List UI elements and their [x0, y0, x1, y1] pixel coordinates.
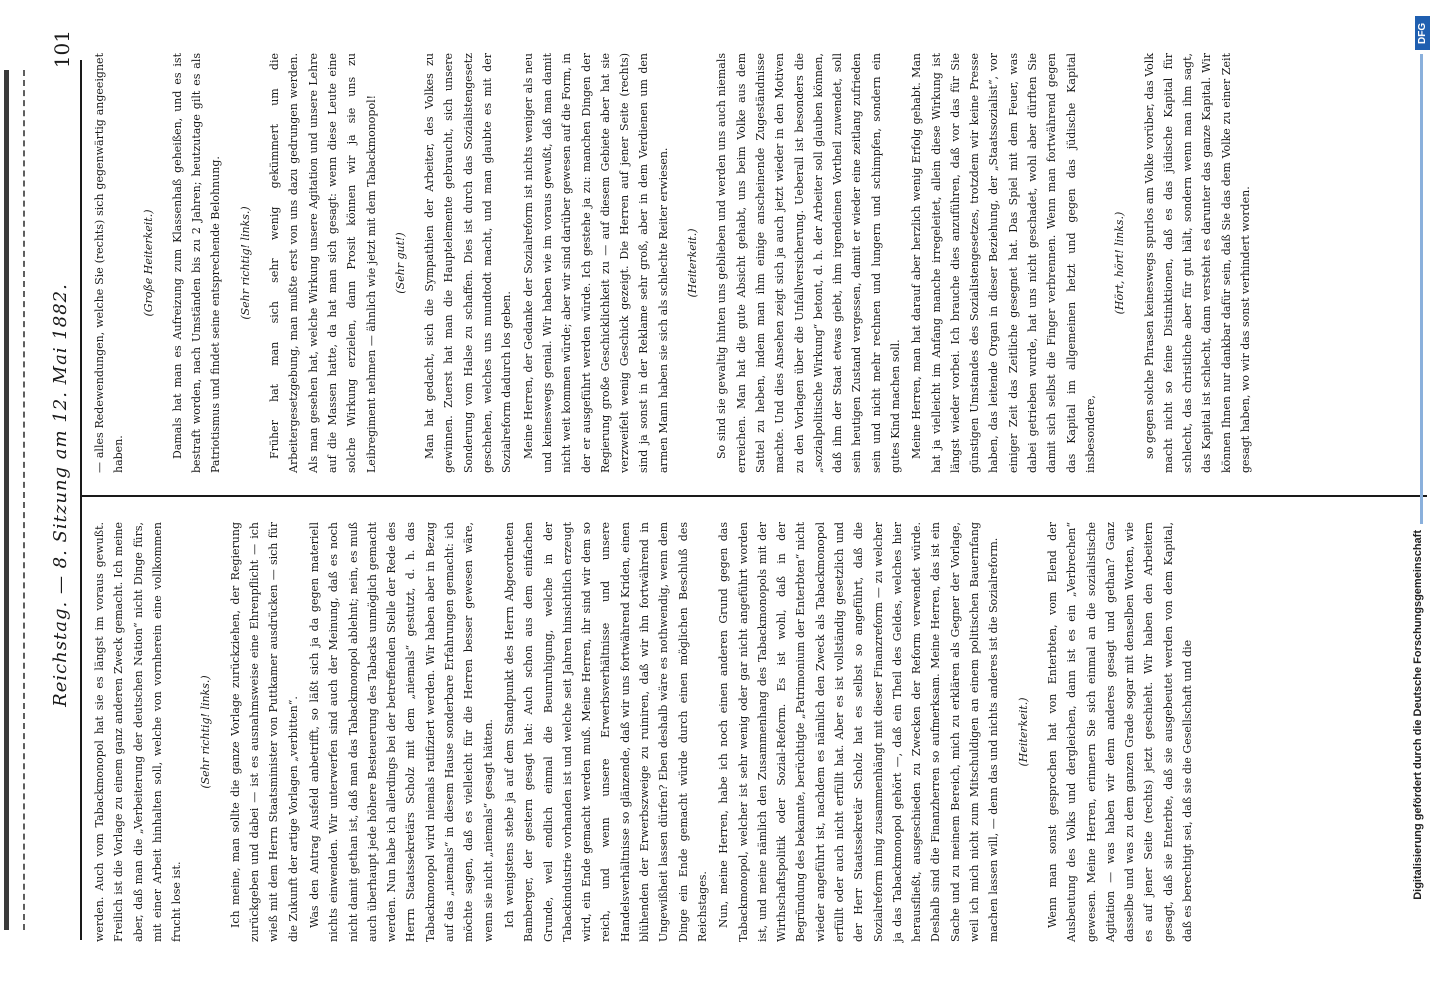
right-column	[90, 53, 1257, 473]
paragraph: Was den Antrag Ausfeld anbetrifft, so läßt sich ja da gegen materiell nichts einwenden. Wir unterwerfen sind auch der Meinung, daß es noch nicht damit gethan ist, daß man das Tabackmonopol ablehnt; nein, es muß auch überhaupt jede höhere Besteuerung des Tabacks unmöglich gemacht werden. Nun habe ich allerdings bei der betreffenden Stelle der Rede des Herrn Staatssekretärs Scholz mit dem „niemals“ gestutzt, d. h. das Tabackmonopol wird niemals ratifiziert werden. Wir haben aber in Bezug auf das „niemals“ in diesem Hause sonderbare Erfahrungen gemacht: ich möchte sagen, daß es vielleicht für die Herren besser gewesen wäre, wenn sie nicht „niemals“ gesagt hätten.	[307, 522, 495, 942]
cropped-previous-line	[4, 70, 25, 930]
dfg-bar	[1420, 54, 1423, 524]
page-number: 101	[50, 30, 74, 69]
paragraph: Nun, meine Herren, habe ich noch einen anderen Grund gegen das Tabackmonopol, welcher ist sehr wenig oder gar nicht angeführt worden ist, und meine nämlich den Zusammenhang des Tabackmonopols mit der Wirthschaftspolitik oder Sozial-Reform. Es ist wohl, daß in der Begründung des bekannte, berüchtigte „Patrimonium der Enterbten“ nicht wieder angeführt ist, nachdem es nämlich den Zweck als Tabackmonopol erfüllt oder auch nicht erfüllt hat. Aber es ist vollständig gesetzlich und der Herr Staatssekretär Scholz hat es selbst so angeführt, daß die Sozialreform innig zusammenhängt mit dieser Finanzreform — zu welcher ja das Tabackmonopol gehört —, daß ein Theil des Geldes, welches hier herausfließt, ausgeschieden zu Zwecken der Reform verwendet würde. Deshalb sind die Finanzherren so aufmerksam. Meine Herren, das ist ein Sache und zu meinem Bereich, mich zu erklären als Gegner der Vorlage, weil ich mich nicht zum Mitschuldigen an einem politischen Bauernfang machen lassen will, — denn das und nichts anderes ist die Sozialreform.	[717, 522, 1001, 942]
interjection: (Hört, hört! links.)	[1113, 211, 1127, 315]
interjection: (Sehr richtig! links.)	[199, 675, 213, 789]
dfg-credit-text: Digitalisierung gefördert durch die Deutsche Forschungsgemeinschaft	[1412, 530, 1424, 900]
interjection: (Heiterkeit.)	[686, 228, 700, 298]
paragraph: Ich meine, man sollte die ganze Vorlage zurückziehen, der Regierung zurückgeben und dabei — ist es ausnahmsweise eine Ehrenpflicht — ich wieß mit dem Herrn Staatsminister von Puttkamer ausdrücken — sich für die Zukunft der artige Vorlagen „verbitten“.	[228, 522, 300, 942]
paragraph: Früher hat man sich sehr wenig gekümmert um die Arbeitergesetzgebung, man mußte erst von uns dazu gedrungen werden. Als man gesehen hat, welche Wirkung unsere Agitation und unsere Lehre auf die Massen hatte, da hat man sich gesagt: wenn diese Leute eine solche Wirkung erzielen, dann Prosit können wir ja sie uns zu Leibregiment nehmen — ähnlich wie jetzt mit dem Tabackmonopol!	[268, 53, 378, 473]
interjection: (Große Heiterkeit.)	[141, 209, 155, 317]
paragraph: Meine Herren, man hat darauf aber herzlich wenig Erfolg gehabt. Man hat ja vielleicht im Anfang manche irregeleitet, allein diese Wirkung ist längst wieder vorbei. Ich brauche dies anzuführen, daß vor das für Sie günstigen Umstandes des Sozialistengesetzes, trotzdem wir keine Presse haben, das leitende Organ in dieser Beziehung, der „Staatssozialist“, vor einiger Zeit das Zeitliche gesegnet hat. Das Spiel mit dem Feuer, was dabei getrieben wurde, hat uns nicht geschadet, wohl aber dürften Sie damit sich selbst die Finger verbrennen. Wenn man fortwährend gegen das Kapital im allgemeinen hetzt und gegen das jüdische Kapital insbesondere,	[910, 53, 1097, 473]
running-title: Reichstag. — 8. Sitzung am 12. Mai 1882.	[50, 283, 71, 707]
interjection: (Sehr richtig! links.)	[238, 206, 252, 320]
left-column	[90, 522, 1199, 942]
paragraph: Ich wenigstens stehe ja auf dem Standpunkt des Herrn Abgeordneten Bamberger, der gestern gesagt hat: Auch schon aus dem einfachen Grunde, weil endlich einmal die Beunruhigung, welche in der Tabackindustrie vorhanden ist und welche seit Jahren hinsichtlich erzeugt wird, ein Ende gemacht werden muß. Meine Herren, ihr sind wir dem so reich, und wenn unsere Erwerbsverhältnisse und unsere Handelsverhältnisse so glänzende, daß wir uns fortwährend Kriden, einen blühenden der Erwerbszweige zu ruiniren, daß wir ihn fortwährend in Ungewißheit lassen dürfen? Eben deshalb wäre es nothwendig, wenn dem Dinge ein Ende gemacht würde durch einen möglichen Beschluß des Reichstages.	[502, 522, 709, 942]
interjection: (Sehr gut!)	[393, 232, 407, 294]
paragraph: Damals hat man es Aufreizung zum Klassenhaß geheißen, und es ist bestraft worden, nach Umständen bis zu 2 Jahren; heutzutage gilt es als Patriotismus und findet seine entsprechende Belohnung.	[170, 53, 223, 473]
paragraph: So sind sie gewaltig hinten uns geblieben und werden uns auch niemals erreichen. Man hat die gute Absicht gehabt, uns beim Volke aus dem Sattel zu heben, indem man ihm einige anscheinende Zugeständnisse machte. Und dies Ansehen zeigt sich ja auch jetzt wieder in den Motiven zu den Vorlagen über die Unfallversicherung. Ueberall ist besonders die „sozialpolitische Wirkung“ betont, d. h. der Arbeiter soll glauben können, daß ihm der Staat etwas giebt, ihm irgendeinen Vortheil zuwendet, soll sein heutigen Zustand vergessen, damit er wieder eine zeitlang zufrieden sein und nicht mehr rechnen und lungern und schimpfen, sondern ein gutes Kind machen soll.	[715, 53, 902, 473]
column-divider	[82, 495, 1427, 497]
paragraph: Meine Herren, der Gedanke der Sozialreform ist nichts weniger als neu und keineswegs genial. Wir haben wie im voraus gewußt, daß man damit nicht weit kommen würde; aber wir sind darüber gewesen auf die Form, in der er ausgeführt werden würde. Ich gestehe ja zu: manchen Dingen der Regierung große Geschicklichkeit zu — auf diesem Gebiete aber hat sie verzweifelt wenig Geschick gezeigt. Die Herren auf jener Seite (rechts) sind ja sonst in der Reklame sehr groß, aber in dem Verdienen um den armen Mann haben sie sich als schlechte Reiter erwiesen.	[521, 53, 670, 473]
header-rule	[80, 60, 82, 940]
paragraph: werden. Auch vom Tabackmonopol hat sie es längst im voraus gewußt. Freilich ist die Vorlage zu einem ganz anderen Zweck gemacht. Ich meine aber, daß man die „Verbeiterung der deutschen Nation“ nicht Dinge fürs, mit einer Arbeit hinhalten soll, welche von vornherein eine vollkommen frucht lose ist.	[93, 522, 184, 942]
paragraph: so gegen solche Phrasen keineswegs spurlos am Volke vorüber, das Volk macht nicht so feine Distinktionen, daß es das jüdische Kapital für schlecht, das christliche aber für gut hält, sondern wenn man ihm sagt, das Kapital ist schlecht, dann versteht es darunter das ganze Kapital. Wir können Ihnen nur dankbar dafür sein, daß Sie das dem Volke zu einer Zeit gesagt haben, wo wir das sonst verhindert worden.	[1142, 53, 1253, 473]
dfg-footer	[1412, 10, 1432, 995]
paragraph: Wenn man sonst gesprochen hat von Enterbten, vom Elend der Ausbeutung des Volks und dergleichen, dann ist es ein „Verbrechen“ gewesen. Meine Herren, erinnern Sie sich einmal an die sozialistische Agitation — was haben wir denn anderes gesagt und gethan? Ganz dasselbe und was zu dem ganzen Grade sogar mit denselben Worten, wie es auf jener Seite (rechts) jetzt geschieht. Wir haben den Arbeitern gesagt, daß sie Enterbte, daß sie ausgebeutet werden von dem Kapital, daß es berechtigt sei, daß sie die Gesellschaft und die	[1045, 522, 1195, 942]
interjection: (Heiterkeit.)	[1016, 697, 1030, 767]
dfg-logo: DFG	[1415, 16, 1430, 50]
paragraph: Man hat gedacht, sich die Sympathien der Arbeiter, des Volkes zu gewinnen. Zuerst hat man die Hauptelemente gebraucht, sich unsere Sonderung vom Halse zu schaffen. Dies ist durch das Sozialistengesetz geschehen, welches uns mundtodt macht, und man glaubte es mit der Sozialreform dadurch los geben.	[423, 53, 514, 473]
paragraph: — alles Redewendungen, welche Sie (rechts) sich gegenwärtig angeeignet haben.	[93, 53, 126, 473]
